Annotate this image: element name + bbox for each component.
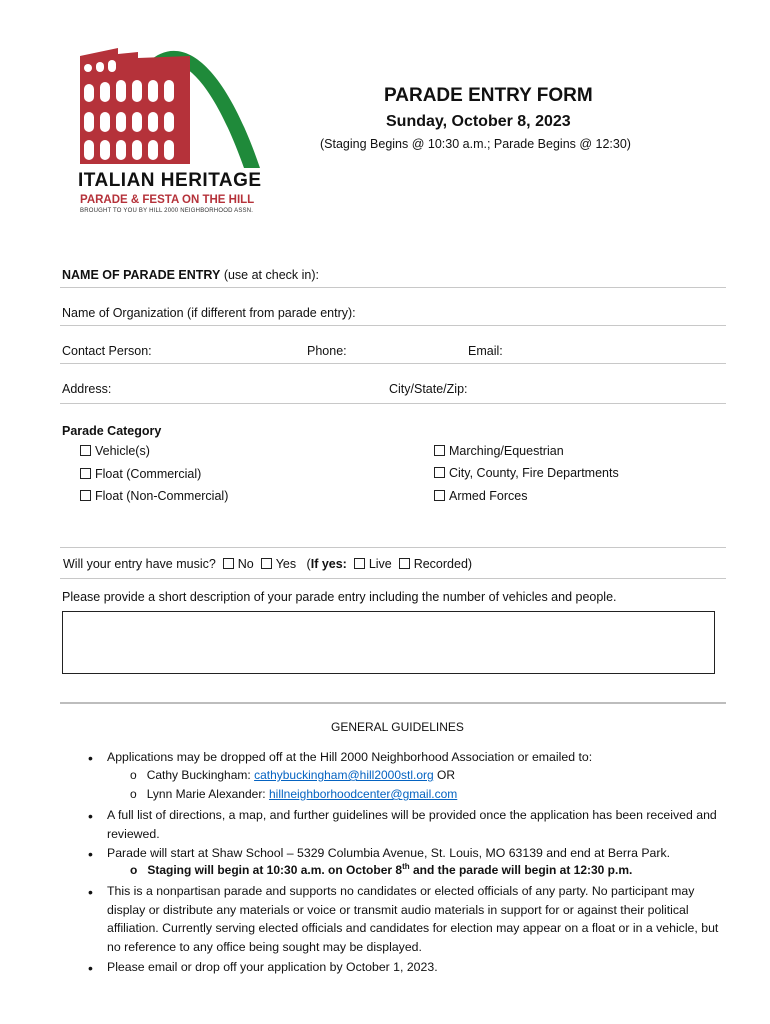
category-option-city-county-fire[interactable]: City, County, Fire Departments: [434, 466, 619, 480]
checkbox[interactable]: [80, 468, 91, 479]
logo-tagline: BROUGHT TO YOU BY HILL 2000 NEIGHBORHOOD ASSN.: [80, 208, 254, 214]
event-date: Sunday, October 8, 2023: [386, 113, 571, 130]
divider: [60, 287, 726, 288]
staging-times: (Staging Begins @ 10:30 a.m.; Parade Begins @ 12:30): [320, 137, 631, 151]
section-divider: [60, 702, 726, 704]
guidelines-title: GENERAL GUIDELINES: [331, 720, 464, 734]
category-option-armed-forces[interactable]: Armed Forces: [434, 489, 528, 503]
guideline-item: Please email or drop off your application by October 1, 2023.: [107, 960, 438, 974]
category-option-float-commercial[interactable]: Float (Commercial): [80, 467, 201, 481]
bullet-icon: •: [88, 808, 93, 824]
logo-subtitle: PARADE & FESTA ON THE HILL: [80, 194, 255, 206]
category-heading: Parade Category: [62, 424, 162, 438]
music-question-row: Will your entry have music? No Yes (If yes: Live Recorded): [63, 557, 473, 571]
divider: [60, 325, 726, 326]
sub-item-cathy: o Cathy Buckingham: cathybuckingham@hill2000stl.org OR: [130, 768, 456, 782]
music-no-checkbox[interactable]: [223, 558, 234, 569]
sub-item-staging: o Staging will begin at 10:30 a.m. on October 8th and the parade will begin at 12:30 p.m.: [130, 862, 633, 877]
music-live-checkbox[interactable]: [354, 558, 365, 569]
divider: [60, 363, 726, 364]
phone-field[interactable]: Phone:: [307, 344, 347, 358]
logo-title: ITALIAN HERITAGE: [78, 170, 262, 191]
entry-name-field[interactable]: [62, 268, 319, 282]
event-logo: [78, 22, 268, 218]
divider: [60, 547, 726, 548]
category-option-vehicles[interactable]: Vehicle(s): [80, 444, 150, 458]
if-yes-label: If yes:: [310, 557, 347, 571]
music-yes-checkbox[interactable]: [261, 558, 272, 569]
guideline-item: Parade will start at Shaw School – 5329 Columbia Avenue, St. Louis, MO 63139 and end at Berra Park.: [107, 846, 671, 860]
form-title: PARADE ENTRY FORM: [384, 85, 593, 106]
contact-person-field[interactable]: Contact Person:: [62, 344, 152, 358]
checkbox[interactable]: [434, 467, 445, 478]
city-state-zip-field[interactable]: City/State/Zip:: [389, 382, 468, 396]
entry-name-label-bold: NAME OF PARADE ENTRY: [62, 268, 221, 282]
guideline-item: Applications may be dropped off at the Hill 2000 Neighborhood Association or emailed to:: [107, 750, 593, 764]
entry-name-label-rest: (use at check in):: [220, 268, 319, 282]
divider: [60, 578, 726, 579]
lynn-email-link[interactable]: hillneighborhoodcenter@gmail.com: [268, 787, 458, 801]
divider: [60, 403, 726, 404]
music-recorded-checkbox[interactable]: [399, 558, 410, 569]
bullet-icon: •: [88, 960, 93, 976]
bullet-icon: •: [88, 884, 93, 900]
bullet-icon: •: [88, 750, 93, 766]
checkbox[interactable]: [434, 445, 445, 456]
sub-item-lynn: o Lynn Marie Alexander: hillneighborhoodcenter@gmail.com: [130, 787, 458, 801]
description-textarea[interactable]: [62, 611, 715, 674]
organization-field[interactable]: Name of Organization (if different from parade entry):: [62, 306, 356, 320]
checkbox[interactable]: [434, 490, 445, 501]
cathy-email-link[interactable]: cathybuckingham@hill2000stl.org: [254, 768, 434, 782]
description-prompt: Please provide a short description of your parade entry including the number of vehicles and people.: [62, 590, 617, 604]
guideline-item: A full list of directions, a map, and further guidelines will be provided once the application has been received and reviewed.: [107, 808, 717, 841]
arch-and-colosseum-icon: [78, 22, 268, 172]
address-field[interactable]: Address:: [62, 382, 112, 396]
category-option-float-noncommercial[interactable]: Float (Non-Commercial): [80, 489, 228, 503]
category-option-marching[interactable]: Marching/Equestrian: [434, 444, 564, 458]
guideline-item: This is a nonpartisan parade and supports no candidates or elected officials of any party. No participant may display or distribute any materials or voice or transmit audio materials in support for or against their political affiliation. Currently serving elected officials and candidates for election may appear on a float or in a vehicle, but no reference to any office being sought may be displayed.: [107, 884, 719, 954]
email-field[interactable]: Email:: [468, 344, 503, 358]
checkbox[interactable]: [80, 490, 91, 501]
bullet-icon: •: [88, 846, 93, 862]
music-question: Will your entry have music?: [63, 557, 216, 571]
checkbox[interactable]: [80, 445, 91, 456]
